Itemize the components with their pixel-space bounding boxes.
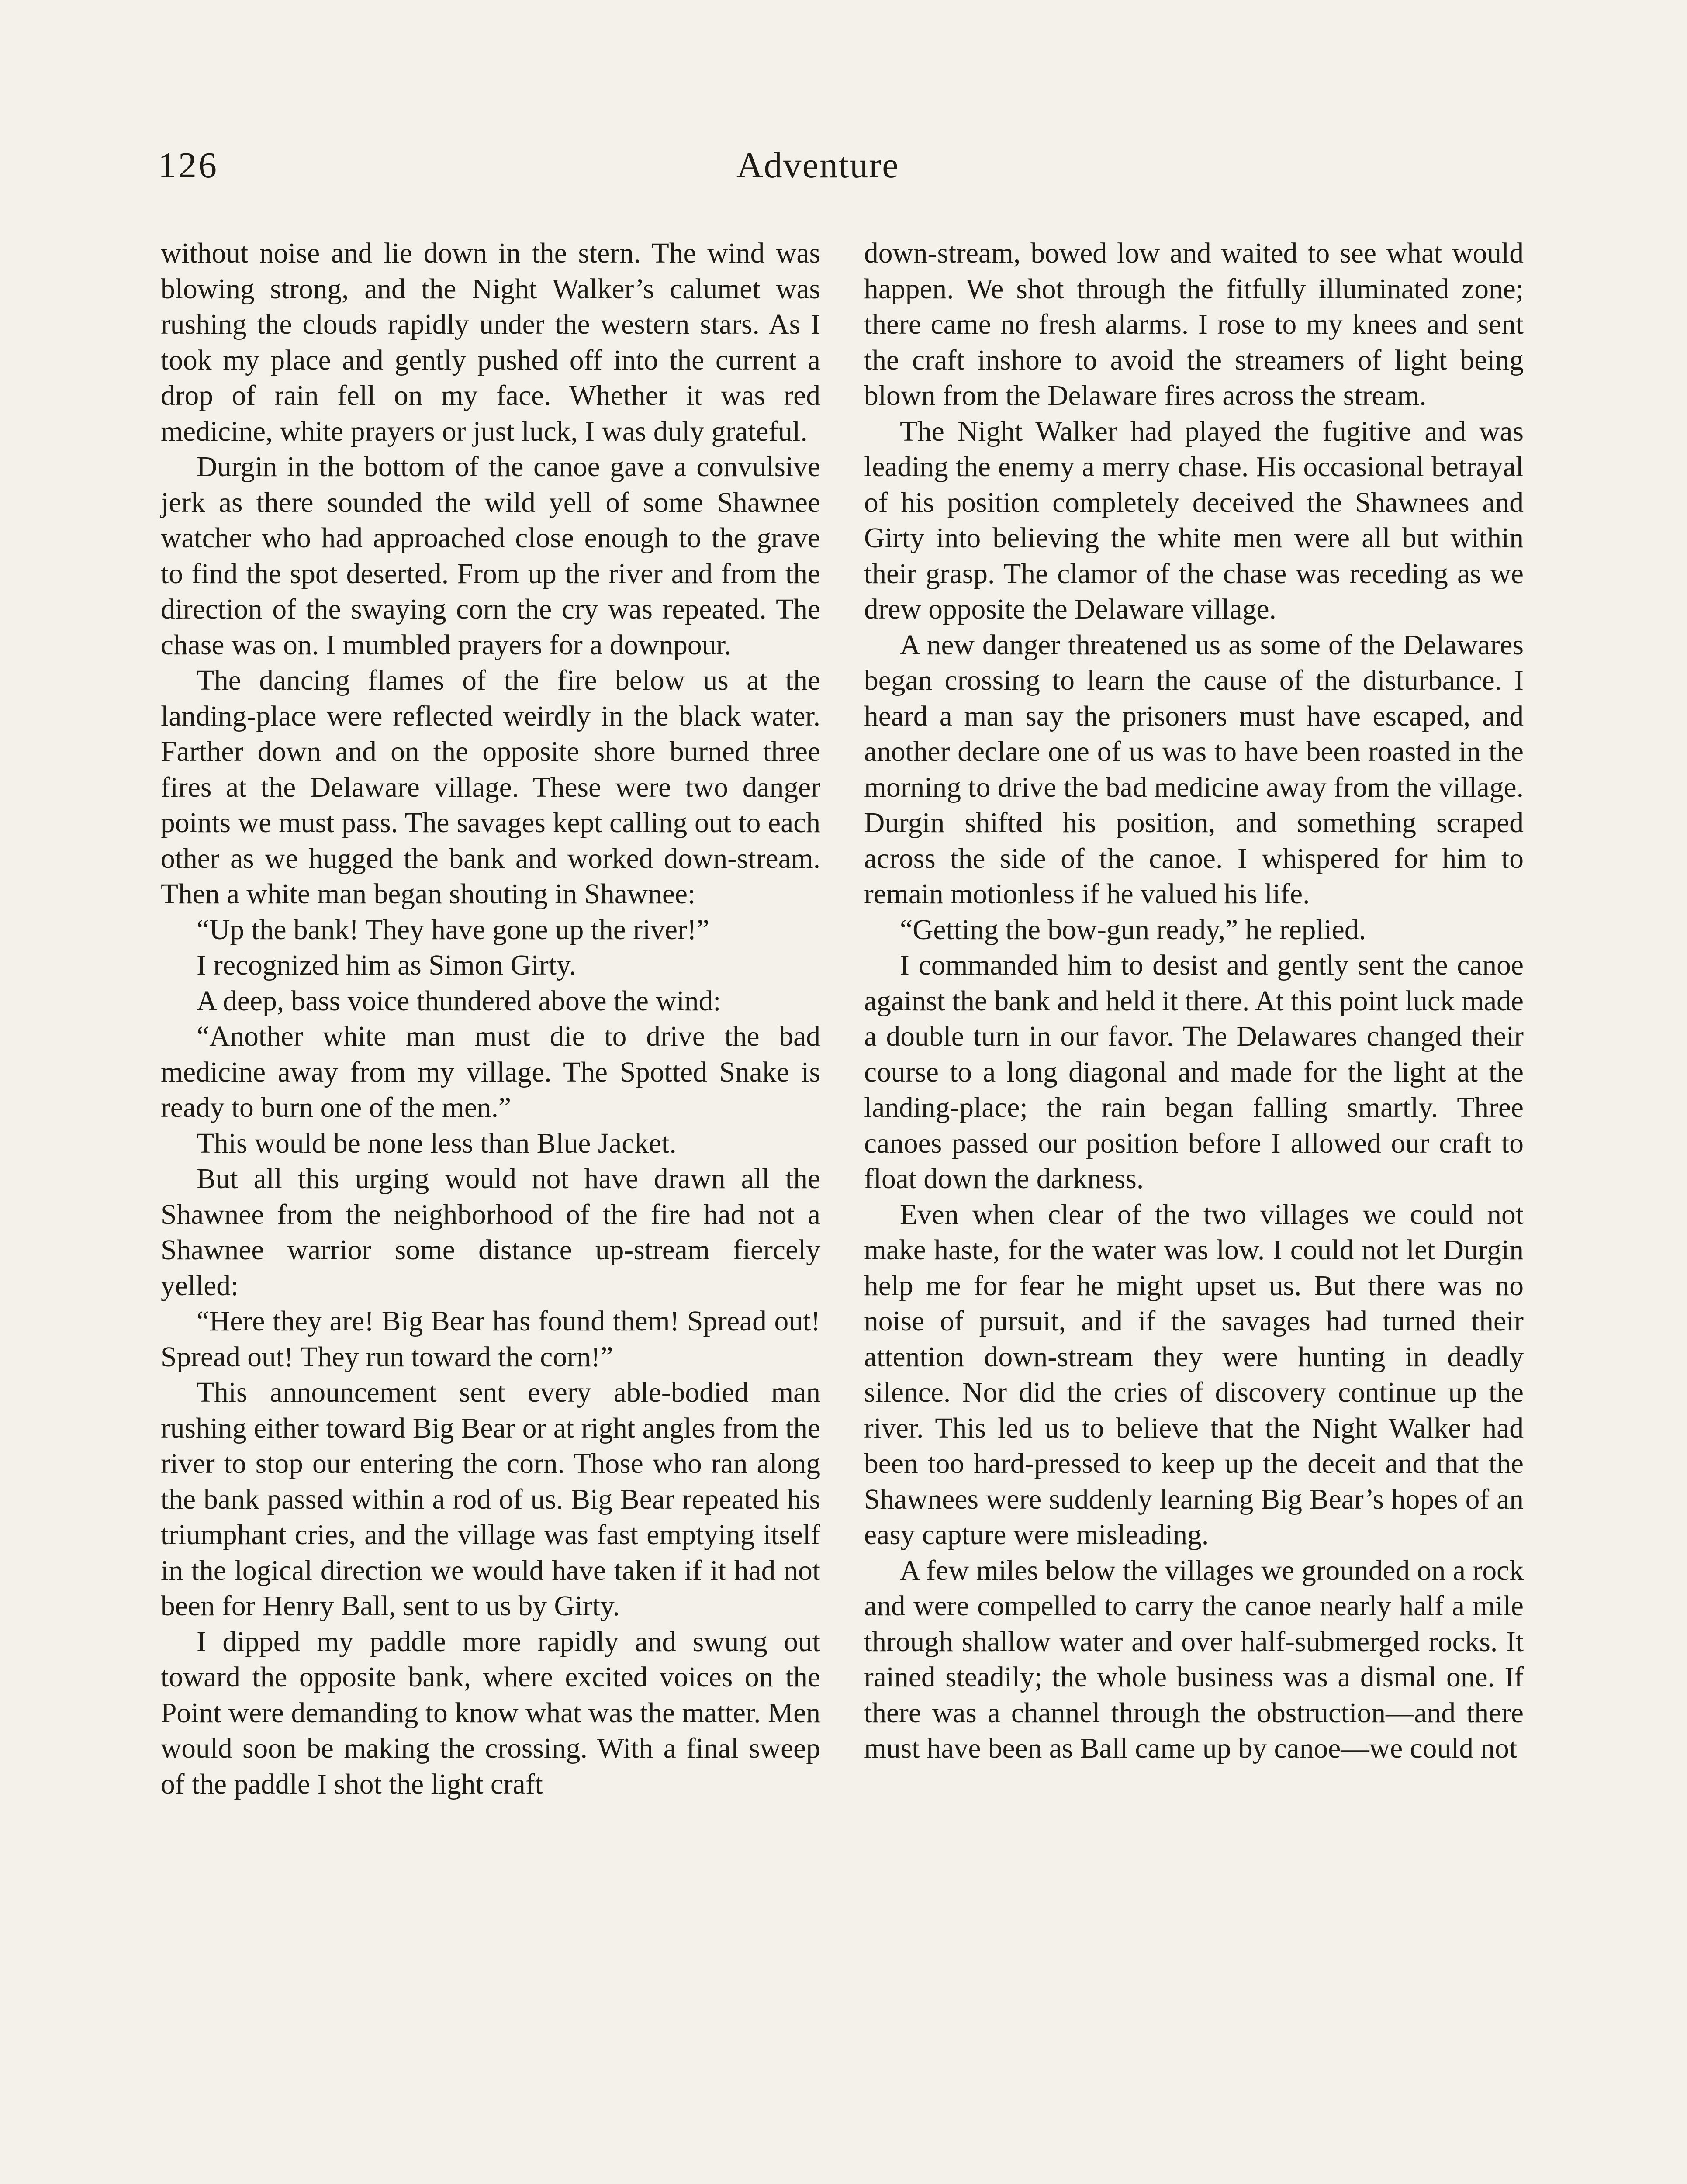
paragraph: A new danger threatened us as some of the Delawares began crossing to learn the cause of the disturbance. I heard a man say the prisoners must have escaped, and another declare one of us was to have been roasted in the morning to drive the bad medicine away from the village. Durgin shifted his position, and something scraped across the side of the canoe. I whispered for him to remain motionless if he valued his life. xyxy=(864,629,1524,910)
paragraph: down-stream, bowed low and waited to see what would happen. We shot through the fitfully illuminated zone; there came no fresh alarms. I rose to my knees and sent the craft inshore to avoid the streamers of light being blown from the Delaware fires across the stream. xyxy=(864,238,1524,411)
running-head: Adventure xyxy=(736,145,899,186)
paragraph: I commanded him to desist and gently sent the canoe against the bank and held it there. At this point luck made a double turn in our favor. The Delawares changed their course to a long diagonal and made for the light at the landing-place; the rain began falling smartly. Three canoes passed our position before I allowed our craft to float down the darkness. xyxy=(864,950,1524,1195)
paragraph: The Night Walker had played the fugitive and was leading the enemy a merry chase. His occasional betrayal of his position completely deceived the Shawnees and Girty into believing the white men were all but within their grasp. The clamor of the chase was receding as we drew opposite the Delaware village. xyxy=(864,415,1524,625)
paragraph: without noise and lie down in the stern. The wind was blowing strong, and the Night Walker’s calumet was rushing the clouds rapidly under the western stars. As I took my place and gently pushed off into the current a drop of rain fell on my face. Whether it was red medicine, white prayers or just luck, I was duly grateful. xyxy=(161,238,820,447)
paragraph: I recognized him as Simon Girty. xyxy=(197,950,576,981)
paragraph: “Here they are! Big Bear has found them! Spread out! Spread out! They run toward the corn!” xyxy=(161,1306,820,1373)
paragraph: “Getting the bow-gun ready,” he replied. xyxy=(900,914,1366,946)
paragraph: “Up the bank! They have gone up the river!” xyxy=(197,914,709,946)
page-number: 126 xyxy=(158,145,218,186)
paragraph: “Another white man must die to drive the bad medicine away from my village. The Spotted Snake is ready to burn one of the men.” xyxy=(161,1021,820,1123)
paragraph: But all this urging would not have drawn all the Shawnee from the neighborhood of the fire had not a Shawnee warrior some distance up-stream fiercely yelled: xyxy=(161,1163,820,1302)
left-column xyxy=(161,236,820,1802)
paragraph: A few miles below the villages we grounded on a rock and were compelled to carry the canoe nearly half a mile through shallow water and over half-submerged rocks. It rained steadily; the whole business was a dismal one. If there was a channel through the obstruction—and there must have been as Ball came up by canoe—we could not xyxy=(864,1555,1524,1764)
paragraph: I dipped my paddle more rapidly and swung out toward the opposite bank, where excited voices on the Point were demanding to know what was the matter. Men would soon be making the crossing. With a final sweep of the paddle I shot the light craft xyxy=(161,1626,820,1800)
paragraph: This announcement sent every able-bodied man rushing either toward Big Bear or at right angles from the river to stop our entering the corn. Those who ran along the bank passed within a rod of us. Big Bear repeated his triumphant cries, and the village was fast emptying itself in the logical direction we would have taken if it had not been for Henry Ball, sent to us by Girty. xyxy=(161,1377,820,1622)
right-column xyxy=(864,236,1524,1767)
paragraph: Durgin in the bottom of the canoe gave a convulsive jerk as there sounded the wild yell of some Shawnee watcher who had approached close enough to the grave to find the spot deserted. From up the river and from the direction of the swaying corn the cry was repeated. The chase was on. I mumbled prayers for a downpour. xyxy=(161,451,820,661)
paragraph: A deep, bass voice thundered above the wind: xyxy=(197,985,721,1017)
paragraph: This would be none less than Blue Jacket. xyxy=(197,1127,677,1159)
paragraph: The dancing flames of the fire below us at the landing-place were reflected weirdly in the black water. Farther down and on the opposite shore burned three fires at the Delaware village. These were two danger points we must pass. The savages kept calling out to each other as we hugged the bank and worked down-stream. Then a white man began shouting in Shawnee: xyxy=(161,665,820,910)
paragraph: Even when clear of the two villages we could not make haste, for the water was low. I could not let Durgin help me for fear he might upset us. But there was no noise of pursuit, and if the savages had turned their attention down-stream they were hunting in deadly silence. Nor did the cries of discovery continue up the river. This led us to believe that the Night Walker had been too hard-pressed to keep up the deceit and that the Shawnees were suddenly learning Big Bear’s hopes of an easy capture were misleading. xyxy=(864,1199,1524,1551)
